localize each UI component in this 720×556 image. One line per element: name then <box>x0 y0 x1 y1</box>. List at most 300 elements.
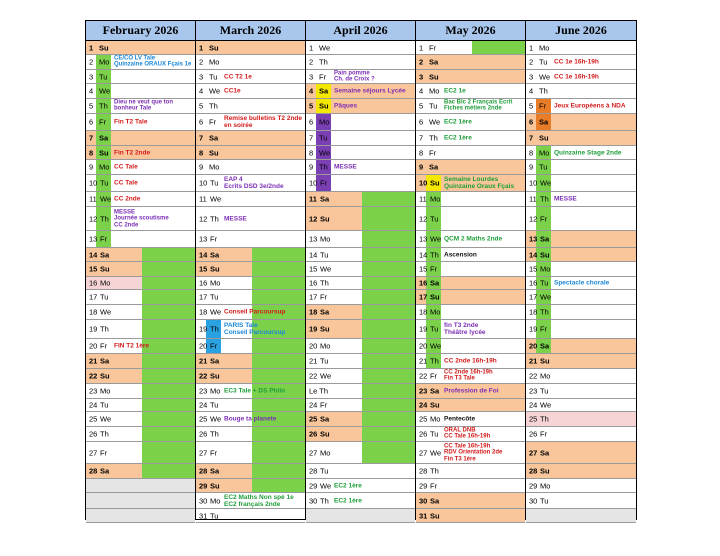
day-name: Su <box>320 214 330 223</box>
day-row <box>86 114 195 131</box>
period-band <box>142 464 195 478</box>
day-name: Mo <box>100 278 111 288</box>
period-band <box>142 369 195 383</box>
day-name: Sa <box>99 133 109 143</box>
day-name: Sa <box>430 278 440 288</box>
day-name: Su <box>210 481 220 490</box>
day-row <box>416 70 525 84</box>
day-name: Su <box>540 356 550 366</box>
day-name: Fr <box>319 72 327 81</box>
day-row <box>526 427 636 442</box>
day-number: 13 <box>199 234 208 244</box>
day-number: 2 <box>199 57 204 67</box>
day-row <box>196 131 305 146</box>
event-label: PARIS Tale Conseil Parcoursup <box>224 322 286 336</box>
day-number: 27 <box>199 448 208 457</box>
day-name: Tu <box>320 250 329 259</box>
day-name: Fr <box>320 292 328 302</box>
event-label: Ascension <box>444 251 477 258</box>
month-column <box>416 21 526 519</box>
day-row <box>86 339 195 354</box>
period-band <box>362 207 415 230</box>
day-name: Sa <box>429 162 439 172</box>
event-label: ORAL DNB CC Tale 16h-19h <box>444 427 491 440</box>
day-number: 8 <box>89 148 94 157</box>
day-name: Tu <box>430 324 439 334</box>
period-band <box>252 339 305 353</box>
day-row <box>416 84 525 99</box>
event-label: EC2 1ère <box>334 482 362 489</box>
day-name: Fr <box>320 178 328 188</box>
day-name: Mo <box>320 448 331 457</box>
day-number: 23 <box>419 386 428 396</box>
day-name: Sa <box>320 307 330 317</box>
day-number: 8 <box>199 148 204 157</box>
day-row <box>416 442 525 464</box>
day-row <box>306 277 415 290</box>
day-row <box>86 290 195 305</box>
day-row <box>526 290 636 305</box>
day-row <box>86 509 195 523</box>
day-name: Mo <box>210 496 221 505</box>
day-row <box>416 231 525 248</box>
event-label: MESSE Journée scoutisme CC 2nde <box>114 208 169 228</box>
day-row <box>526 479 636 493</box>
day-row <box>86 55 195 70</box>
day-name: Mo <box>320 341 331 351</box>
event-label: CC T2 1e <box>224 73 252 80</box>
day-row <box>416 248 525 262</box>
day-number: 26 <box>199 429 208 439</box>
day-name: Th <box>100 324 109 334</box>
period-band <box>142 320 195 338</box>
event-label: EAP 4 Ecrits DSD 3e/2nde <box>224 176 284 190</box>
day-row <box>306 305 415 320</box>
period-band <box>142 354 195 368</box>
day-row <box>416 412 525 427</box>
day-number: 22 <box>199 371 208 381</box>
day-name: Sa <box>319 86 329 96</box>
day-row <box>416 277 525 290</box>
event-label: Profession de Foi <box>444 387 499 395</box>
day-row <box>196 464 305 479</box>
day-name: Sa <box>100 466 110 476</box>
day-name: We <box>540 178 552 188</box>
day-row <box>306 231 415 248</box>
day-name: Th <box>210 214 219 223</box>
period-band <box>142 442 195 463</box>
day-number: 19 <box>419 324 428 334</box>
day-name: Mo <box>209 57 220 67</box>
day-number: 22 <box>529 371 538 381</box>
day-row <box>306 339 415 354</box>
period-band <box>362 248 415 261</box>
day-number: 21 <box>419 356 428 366</box>
day-row <box>86 479 195 493</box>
day-name: Th <box>540 307 549 317</box>
period-band <box>252 248 305 261</box>
day-name: Su <box>429 72 439 81</box>
day-row <box>196 290 305 305</box>
day-number: 4 <box>419 86 424 96</box>
day-row <box>416 192 525 207</box>
day-row <box>86 160 195 175</box>
day-row <box>526 277 636 290</box>
day-number: 9 <box>199 162 204 172</box>
day-row <box>86 131 195 146</box>
day-name: We <box>100 194 112 204</box>
day-name: Tu <box>540 386 549 396</box>
day-row <box>306 131 415 146</box>
day-number: 15 <box>309 264 318 274</box>
period-band <box>362 192 415 206</box>
day-number: 15 <box>199 264 208 274</box>
day-row <box>306 99 415 114</box>
day-name: Sa <box>430 496 440 505</box>
day-row <box>196 114 305 131</box>
day-name: Mo <box>100 386 111 396</box>
day-number: 14 <box>419 250 428 259</box>
day-name: Fr <box>540 429 548 439</box>
event-label: EC2 1e <box>444 87 466 95</box>
day-name: Fr <box>540 324 548 334</box>
day-row <box>86 192 195 207</box>
period-band <box>252 262 305 276</box>
event-label: Pain pomme Ch. de Croix ? <box>334 70 375 83</box>
day-number: 3 <box>309 72 314 81</box>
day-number: 24 <box>309 400 318 410</box>
event-label: CC Tale 16h-19h RDV Orientation 2de Fin T3 1ère <box>444 442 503 462</box>
day-row <box>306 384 415 399</box>
period-band <box>142 277 195 289</box>
day-name: Th <box>99 101 108 111</box>
day-row <box>416 509 525 523</box>
day-number: 6 <box>89 117 94 127</box>
day-row <box>196 442 305 464</box>
day-number: 8 <box>419 148 424 157</box>
event-label: Jeux Européens à NDA <box>554 102 626 110</box>
day-row <box>306 399 415 412</box>
day-number: 11 <box>89 194 97 204</box>
day-row <box>306 369 415 384</box>
event-label: CE/CO LV Tale Quinzaine ORAUX Fçais 1e <box>114 55 192 68</box>
day-name: Sa <box>320 194 330 204</box>
event-label: CC Tale <box>114 179 138 187</box>
day-row <box>306 248 415 262</box>
day-row <box>416 114 525 131</box>
day-number: 3 <box>529 72 534 81</box>
day-name: Su <box>209 148 219 157</box>
event-label: Bouge ta planete <box>224 415 277 423</box>
month-header: February 2026 <box>86 21 195 41</box>
day-number: 17 <box>309 292 318 302</box>
day-number: 29 <box>529 481 538 490</box>
day-row <box>306 41 415 55</box>
day-row <box>416 131 525 146</box>
day-number: 10 <box>199 178 208 188</box>
day-name: Sa <box>209 133 219 143</box>
day-number: 11 <box>419 194 427 204</box>
period-band <box>252 427 305 441</box>
day-name: Tu <box>540 278 549 288</box>
day-row <box>86 84 195 99</box>
day-number: 2 <box>89 57 94 67</box>
day-row <box>526 84 636 99</box>
day-number: 12 <box>529 214 538 223</box>
day-name: Mo <box>540 371 551 381</box>
day-name: Tu <box>320 466 329 476</box>
day-name: Tu <box>319 133 328 143</box>
day-name: Sa <box>540 234 550 244</box>
day-row <box>306 290 415 305</box>
day-name: Fr <box>100 341 108 351</box>
month-column <box>526 21 636 519</box>
day-row <box>306 114 415 131</box>
day-row <box>526 175 636 192</box>
day-number: 5 <box>309 101 314 111</box>
day-row <box>416 55 525 70</box>
day-name: We <box>430 234 442 244</box>
day-number: 14 <box>309 250 318 259</box>
day-number: 1 <box>309 43 314 52</box>
day-number: 29 <box>419 481 428 490</box>
day-name: Su <box>100 371 110 381</box>
day-row <box>526 248 636 262</box>
day-row <box>306 354 415 369</box>
month-column <box>306 21 416 519</box>
day-name: Sa <box>320 414 330 424</box>
day-name: Mo <box>540 481 551 490</box>
day-name: We <box>209 86 221 96</box>
day-row <box>196 146 305 160</box>
period-band <box>362 369 415 383</box>
day-name: Su <box>430 178 440 188</box>
day-name: Su <box>99 43 109 52</box>
day-row <box>416 399 525 412</box>
day-number: 21 <box>199 356 208 366</box>
day-name: Th <box>429 133 438 143</box>
day-row <box>306 493 415 509</box>
month-column <box>86 21 196 519</box>
day-row <box>416 339 525 354</box>
day-row <box>526 320 636 339</box>
period-band <box>142 399 195 411</box>
day-name: Th <box>430 356 439 366</box>
day-row <box>196 399 305 412</box>
event-label: Conseil Parcoursup <box>224 308 286 316</box>
day-number: 16 <box>419 278 428 288</box>
day-number: 20 <box>199 341 208 351</box>
period-band <box>252 464 305 478</box>
event-label: MESSE <box>334 163 357 171</box>
day-row <box>526 70 636 84</box>
day-name: Su <box>210 371 220 381</box>
day-row <box>196 277 305 290</box>
event-label: EC2 1ère <box>444 118 472 126</box>
period-band <box>362 262 415 276</box>
day-row <box>526 207 636 231</box>
day-row <box>196 70 305 84</box>
day-number: 28 <box>529 466 538 476</box>
day-number: 16 <box>89 278 98 288</box>
period-band <box>362 339 415 353</box>
day-name: Th <box>319 57 328 67</box>
day-number: 5 <box>89 101 94 111</box>
day-name: Fr <box>210 448 218 457</box>
day-name: We <box>430 448 442 457</box>
day-number: 22 <box>419 371 428 381</box>
period-band <box>142 290 195 304</box>
day-row <box>526 55 636 70</box>
day-number: 4 <box>199 86 204 96</box>
day-name: Mo <box>210 386 221 396</box>
day-number: 25 <box>529 414 538 424</box>
day-number: 18 <box>529 307 538 317</box>
day-number: 20 <box>529 341 538 351</box>
day-name: Tu <box>430 429 439 439</box>
day-row <box>196 509 305 523</box>
day-number: 30 <box>419 496 428 505</box>
event-label: Bac Blc 2 Français Ecrit Fiches métiers 2nde <box>444 99 513 112</box>
day-name: Su <box>540 250 550 259</box>
period-band <box>142 262 195 276</box>
day-name: We <box>320 481 332 490</box>
day-number: 15 <box>419 264 428 274</box>
period-band <box>142 384 195 398</box>
day-row <box>526 442 636 464</box>
day-number: 10 <box>419 178 428 188</box>
event-label: CC 2nde 16h-19h <box>444 357 497 365</box>
day-number: 24 <box>419 400 428 410</box>
day-number: 29 <box>309 481 318 490</box>
period-band <box>252 399 305 411</box>
day-row <box>416 146 525 160</box>
day-name: Th <box>209 101 218 111</box>
event-label: Semaine séjours Lycée <box>334 87 406 95</box>
day-number: 15 <box>529 264 538 274</box>
day-row <box>196 192 305 207</box>
day-name: Tu <box>430 214 439 223</box>
day-row <box>306 479 415 493</box>
day-name: Tu <box>100 400 109 410</box>
day-row <box>86 277 195 290</box>
event-label: MESSE <box>554 195 577 203</box>
day-number: 19 <box>89 324 98 334</box>
day-number: 5 <box>199 101 204 111</box>
period-band <box>252 277 305 289</box>
day-row <box>306 175 415 192</box>
period-band <box>142 248 195 261</box>
day-row <box>306 464 415 479</box>
day-row <box>196 262 305 277</box>
day-row <box>526 146 636 160</box>
day-row <box>196 99 305 114</box>
day-name: Tu <box>209 72 218 81</box>
day-name: Fr <box>430 371 438 381</box>
day-number: 16 <box>529 278 538 288</box>
day-number: 26 <box>529 429 538 439</box>
day-row <box>306 427 415 442</box>
day-number: 11 <box>199 194 207 204</box>
day-name: We <box>210 414 222 424</box>
day-number: 10 <box>529 178 538 188</box>
day-row <box>416 320 525 339</box>
day-row <box>416 354 525 369</box>
day-row <box>86 412 195 427</box>
event-label: Spectacle chorale <box>554 279 610 287</box>
day-number: 5 <box>419 101 424 111</box>
event-label: MESSE <box>224 215 247 222</box>
day-name: Mo <box>539 148 550 157</box>
period-band <box>252 290 305 304</box>
day-row <box>416 175 525 192</box>
day-number: 28 <box>419 466 428 476</box>
event-label: Dieu ne veut que ton bonheur Tale <box>114 99 174 112</box>
day-row <box>196 55 305 70</box>
day-row <box>306 84 415 99</box>
day-row <box>526 509 636 523</box>
day-number: 6 <box>309 117 314 127</box>
event-label: Pâques <box>334 102 358 110</box>
day-number: 13 <box>309 234 318 244</box>
event-label: EC2 Maths Non spé 1e EC2 français 2nde <box>224 493 294 508</box>
day-row <box>306 262 415 277</box>
day-row <box>416 207 525 231</box>
day-number: 11 <box>529 194 537 204</box>
day-name: Tu <box>540 496 549 505</box>
day-number: 5 <box>529 101 534 111</box>
day-number: 17 <box>529 292 538 302</box>
day-row <box>526 114 636 131</box>
day-number: 14 <box>199 250 208 259</box>
day-number: 22 <box>89 371 98 381</box>
period-band <box>362 399 415 411</box>
day-name: Mo <box>430 307 441 317</box>
day-row <box>86 262 195 277</box>
day-number: 13 <box>529 234 538 244</box>
day-number: 23 <box>199 386 208 396</box>
day-row <box>416 305 525 320</box>
day-row <box>526 399 636 412</box>
day-number: 16 <box>199 278 208 288</box>
period-band <box>142 427 195 441</box>
day-name: Fr <box>99 117 107 127</box>
day-row <box>306 442 415 464</box>
period-band <box>362 354 415 368</box>
day-row <box>196 354 305 369</box>
day-number: 26 <box>419 429 428 439</box>
month-header: April 2026 <box>306 21 415 41</box>
day-row <box>196 384 305 399</box>
day-row <box>196 339 305 354</box>
day-row <box>86 70 195 84</box>
day-number: 18 <box>309 307 318 317</box>
day-row <box>86 384 195 399</box>
day-name: We <box>320 371 332 381</box>
event-label: CC 1e 16h-19h <box>554 58 599 66</box>
day-number: 25 <box>309 414 318 424</box>
event-label: CC1e <box>224 87 241 95</box>
period-band <box>362 290 415 304</box>
period-band <box>362 305 415 319</box>
day-name: Su <box>210 264 220 274</box>
day-name: Sa <box>210 466 220 476</box>
day-number: 18 <box>89 307 98 317</box>
day-row <box>526 493 636 509</box>
day-row <box>196 160 305 175</box>
day-name: Fr <box>210 234 218 244</box>
day-row <box>526 160 636 175</box>
